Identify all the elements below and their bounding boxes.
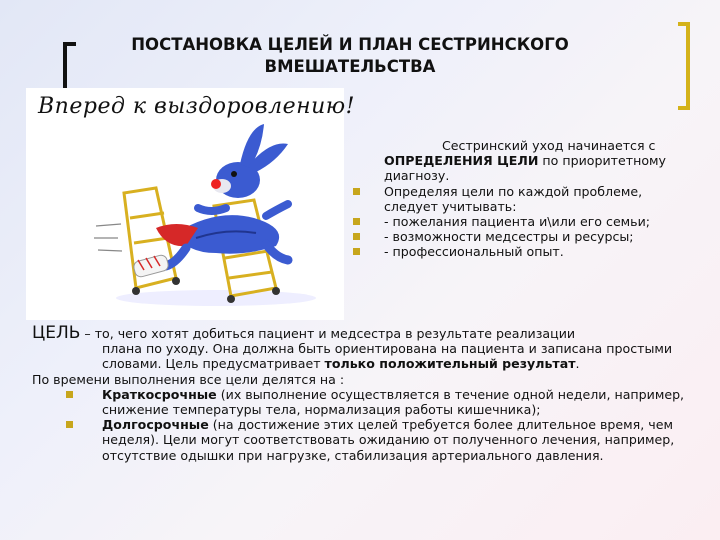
definition-term: ЦЕЛЬ [32, 323, 81, 343]
right-bullet-text: - профессиональный опыт. [384, 244, 564, 260]
right-bullet-text: - пожелания пациента и\или его семьи; [384, 214, 651, 230]
definition-first-text: – то, чего хотят добиться пациент и медсестра в результате реализации [80, 326, 576, 341]
right-bullet-text: - возможности медсестры и ресурсы; [384, 229, 634, 245]
title-line-1: ПОСТАНОВКА ЦЕЛЕЙ И ПЛАН СЕСТРИНСКОГО [131, 35, 569, 54]
slogan-text: Вперед к выздоровлению! [38, 94, 355, 119]
right-bullet-text: Определяя цели по каждой проблеме, следует учитывать: [384, 183, 643, 214]
period-item-text: (на достижение этих целей требуется более длительное время, чем неделя). Цели могут соответствовать ожиданию от полученного лечения, например, отсутствие одышки при нагрузке, стабилизация артериального давления. [102, 417, 675, 463]
definition-continuation [82, 341, 702, 371]
definition-first-line [32, 323, 702, 343]
intro-lead: Сестринский уход начинается с [442, 138, 656, 153]
period-item-title: Краткосрочные [102, 386, 217, 402]
definition-end: . [575, 356, 580, 372]
square-bullet-icon [353, 233, 360, 240]
definition-section [32, 323, 702, 463]
square-bullet-icon [66, 391, 73, 398]
intro-tail: по приоритетному диагнозу. [384, 153, 666, 184]
left-bracket-decoration [63, 42, 76, 92]
square-bullet-icon [353, 218, 360, 225]
definition-continuation-text: плана по уходу. Она должна быть ориентирована на пациента и записана простыми словами. Цель предусматривает [102, 341, 673, 372]
title-line-2: ВМЕШАТЕЛЬСТВА [264, 57, 436, 76]
intro-bold-term: ОПРЕДЕЛЕНИЯ ЦЕЛИ [384, 153, 539, 169]
square-bullet-icon [66, 421, 73, 428]
intro-paragraph [366, 138, 696, 184]
square-bullet-icon [353, 248, 360, 255]
right-bracket-decoration [678, 22, 690, 110]
square-bullet-icon [353, 188, 360, 195]
right-bullet-item [366, 214, 696, 229]
right-bullet-item [366, 184, 696, 214]
definition-bold: только положительный результат [324, 356, 576, 372]
rabbit-walker-drawing [26, 88, 344, 320]
period-item-long [82, 417, 702, 463]
periods-intro: По времени выполнения все цели делятся на : [32, 371, 345, 387]
right-bullet-item [366, 229, 696, 244]
period-item-title: Долгосрочные [102, 417, 209, 433]
period-item-text: (их выполнение осуществляется в течение одной недели, например, снижение температуры тела, нормализация работы кишечника); [102, 386, 685, 418]
right-text-block [366, 138, 696, 260]
rabbit-illustration [26, 88, 355, 320]
right-bullet-item [366, 244, 696, 259]
period-item-short [82, 387, 702, 417]
slide-title [110, 34, 590, 78]
